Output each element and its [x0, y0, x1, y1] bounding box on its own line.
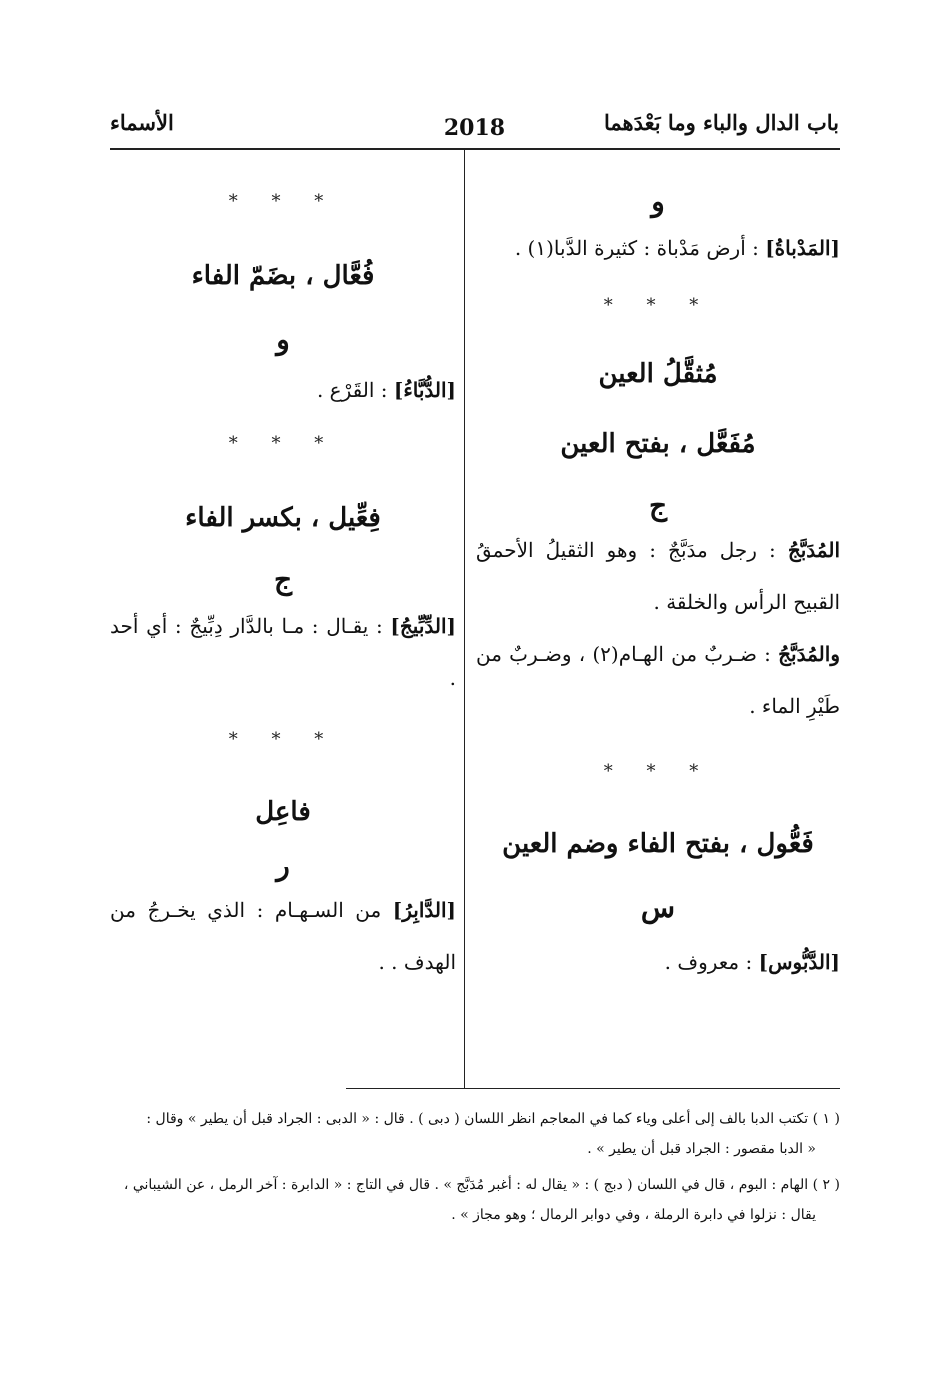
- section-letter-jim: ج: [648, 489, 668, 522]
- entry-keyword: [الدَّابِرُ]: [392, 898, 457, 922]
- section-heading: فِعِّيل ، بكسر الفاء: [185, 503, 381, 533]
- entry-dubba: [110, 364, 456, 416]
- running-header-chapter: الأسماء: [110, 110, 174, 135]
- section-separator: * * *: [228, 433, 338, 454]
- entry-dabbus: [476, 936, 840, 988]
- entry-mudabbaj-1: [476, 524, 840, 628]
- entry-keyword: المُدَبَّجُ: [787, 538, 840, 562]
- entry-keyword: [المَدْباةُ]: [765, 236, 840, 260]
- entry-definition: : ضـربٌ من الهـام(٢) ، وضـربٌ من طَيْرِ الماء .: [476, 642, 840, 718]
- header-rule: [110, 148, 840, 150]
- section-heading: فاعِل: [255, 797, 311, 827]
- section-heading: مُفَعَّل ، بفتح العين: [560, 429, 756, 459]
- footnote-line: « الدبا مقصور : الجراد قبل أن يطير » .: [587, 1141, 816, 1157]
- entry-dibbij: [110, 600, 456, 704]
- column-divider: [464, 150, 465, 1088]
- entry-dabir: [110, 884, 456, 988]
- section-separator: * * *: [603, 761, 713, 782]
- footnote-1: [100, 1104, 840, 1164]
- entry-keyword: [الدِّبِّيجُ]: [390, 614, 457, 638]
- footnote-line: يقال : نزلوا في دابرة الرملة ، وفي دوابر الرمال ؛ وهو مجاز » .: [451, 1207, 816, 1223]
- section-separator: * * *: [228, 729, 338, 750]
- entry-mudabbaj-2: [476, 628, 840, 732]
- section-heading: فُعَّال ، بضَمّ الفاء: [191, 261, 375, 291]
- footnote-line: ( ١ ) تكتب الدبا بالف إلى أعلى وياء كما في المعاجم انظر اللسان ( دبى ) . قال : « الدبى : الجراد قبل أن يطير » وقال :: [146, 1111, 840, 1127]
- section-separator: * * *: [603, 295, 713, 316]
- entry-definition: : يقـال : مـا بالدَّار دِبِّيجٌ : أي أحد .: [110, 614, 456, 690]
- section-letter-waw: و: [651, 185, 665, 218]
- section-letter-jim: ج: [273, 563, 293, 596]
- section-heading: مُثقَّلُ العين: [598, 359, 718, 389]
- entry-keyword: [الدُّبَّاءُ]: [393, 378, 456, 402]
- entry-definition: : أرض مَدْباة : كثيرة الدَّبا(١) .: [514, 236, 759, 260]
- right-column: [476, 160, 840, 988]
- entry-madbah: [476, 230, 840, 266]
- section-letter-sin: س: [640, 891, 676, 924]
- section-heading: فَعُّول ، بفتح الفاء وضم العين: [502, 829, 814, 859]
- entry-definition: من السـهـام : الذي يخـرجُ من الهدف . .: [110, 898, 456, 974]
- page-number: 2018: [443, 115, 506, 141]
- left-column: [110, 160, 456, 988]
- entry-definition: : رجل مدَبَّجٌ : وهو الثقيلُ الأحمقُ القبيح الرأس والخلقة .: [476, 538, 840, 614]
- footnote-line: ( ٢ ) الهام : البوم ، قال في اللسان ( دبج ) : « يقال له : أغبر مُدَبَّج » . قال في التاج : « الدابرة : آخر الرمل ، عن الشيباني ،: [123, 1177, 840, 1193]
- section-separator: * * *: [228, 191, 338, 212]
- footnote-rule: [346, 1088, 840, 1089]
- entry-definition: : القَرْع .: [316, 378, 388, 402]
- entry-keyword: [الدَّبُّوس]: [758, 950, 840, 974]
- section-letter-waw: و: [276, 323, 290, 356]
- footnote-2: [100, 1170, 840, 1230]
- section-letter-ra: ر: [276, 849, 290, 882]
- entry-definition: : معروف .: [664, 950, 753, 974]
- running-header-section: باب الدال والباء وما بَعْدَهما: [604, 110, 839, 135]
- entry-keyword: والمُدَبَّجُ: [778, 642, 840, 666]
